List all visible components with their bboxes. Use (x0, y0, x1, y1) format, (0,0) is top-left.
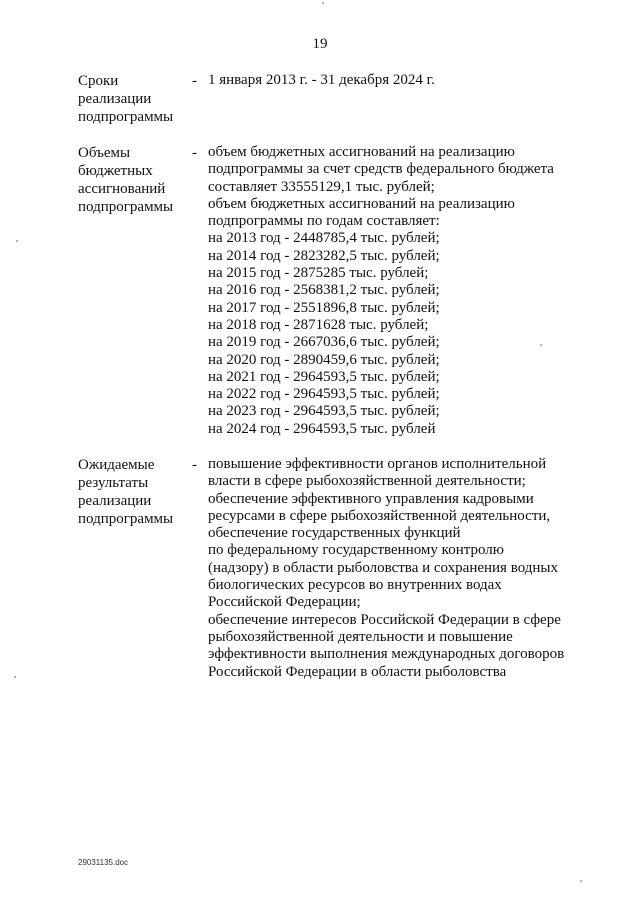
page-number: 19 (312, 36, 328, 52)
content-line: на 2018 год - 2871628 тыс. рублей; (208, 316, 429, 333)
label-line: результаты (78, 475, 149, 491)
label-line: ассигнований (78, 181, 166, 197)
scan-speck (16, 240, 18, 242)
label-line: Ожидаемые (78, 457, 155, 473)
content-line: повышение эффективности органов исполнительной (208, 456, 547, 472)
section-content (208, 72, 588, 89)
content-line: на 2020 год - 2890459,6 тыс. рублей; (208, 351, 440, 368)
section-content (208, 144, 588, 438)
content-line: на 2019 год - 2667036,6 тыс. рублей; (208, 334, 440, 351)
label-line: подпрограммы (78, 109, 174, 125)
label-line: бюджетных (78, 163, 153, 179)
section-content (208, 456, 588, 681)
dash-separator: - (192, 145, 197, 161)
content-line: 1 января 2013 г. - 31 декабря 2024 г. (208, 72, 435, 88)
content-line: обеспечение интересов Российской Федерации в сфере (208, 611, 561, 628)
content-line: подпрограммы по годам составляет: (208, 213, 440, 230)
content-line: на 2017 год - 2551896,8 тыс. рублей; (208, 299, 440, 316)
content-line: власти в сфере рыбохозяйственной деятельности; (208, 473, 526, 490)
content-line: на 2023 год - 2964593,5 тыс. рублей; (208, 403, 440, 420)
label-line: Сроки (78, 73, 119, 89)
label-line: подпрограммы (78, 511, 174, 527)
content-line: биологических ресурсов во внутренних водах (208, 577, 502, 594)
content-line: обеспечение государственных функций (208, 525, 461, 542)
content-line: на 2014 год - 2823282,5 тыс. рублей; (208, 247, 440, 264)
content-line: на 2015 год - 2875285 тыс. рублей; (208, 265, 429, 282)
content-line: объем бюджетных ассигнований на реализацию (208, 195, 515, 212)
scan-speck (322, 2, 324, 4)
content-line: обеспечение эффективного управления кадровыми (208, 490, 534, 507)
content-line: на 2024 год - 2964593,5 тыс. рублей (208, 420, 436, 437)
content-line: составляет 33555129,1 тыс. рублей; (208, 178, 435, 195)
label-line: реализации (78, 91, 152, 107)
scan-speck (580, 880, 582, 882)
label-line: подпрограммы (78, 199, 174, 215)
content-line: на 2021 год - 2964593,5 тыс. рублей; (208, 368, 440, 385)
file-name-footer: 29031135.doc (78, 858, 129, 867)
content-line: Российской Федерации в области рыболовства (208, 663, 507, 680)
content-line: подпрограммы за счет средств федерального бюджета (208, 161, 554, 178)
label-line: реализации (78, 493, 152, 509)
scan-speck (14, 676, 16, 678)
content-line: объем бюджетных ассигнований на реализацию (208, 144, 515, 160)
content-line: рыбохозяйственной деятельности и повышение (208, 628, 513, 645)
section-label (78, 72, 196, 126)
section-label (78, 144, 196, 216)
content-line: на 2013 год - 2448785,4 тыс. рублей; (208, 230, 440, 247)
content-line: на 2022 год - 2964593,5 тыс. рублей; (208, 386, 440, 403)
section-label (78, 456, 196, 528)
scan-speck (540, 344, 542, 346)
dash-separator: - (192, 73, 197, 89)
label-line: Объемы (78, 145, 131, 161)
content-line: (надзору) в области рыболовства и сохранения водных (208, 559, 558, 576)
content-line: по федеральному государственному контролю (208, 542, 504, 559)
content-line: на 2016 год - 2568381,2 тыс. рублей; (208, 282, 440, 299)
content-line: Российской Федерации; (208, 594, 361, 611)
dash-separator: - (192, 457, 197, 473)
content-line: ресурсами в сфере рыбохозяйственной деятельности, (208, 507, 551, 524)
content-line: эффективности выполнения международных договоров (208, 646, 565, 663)
